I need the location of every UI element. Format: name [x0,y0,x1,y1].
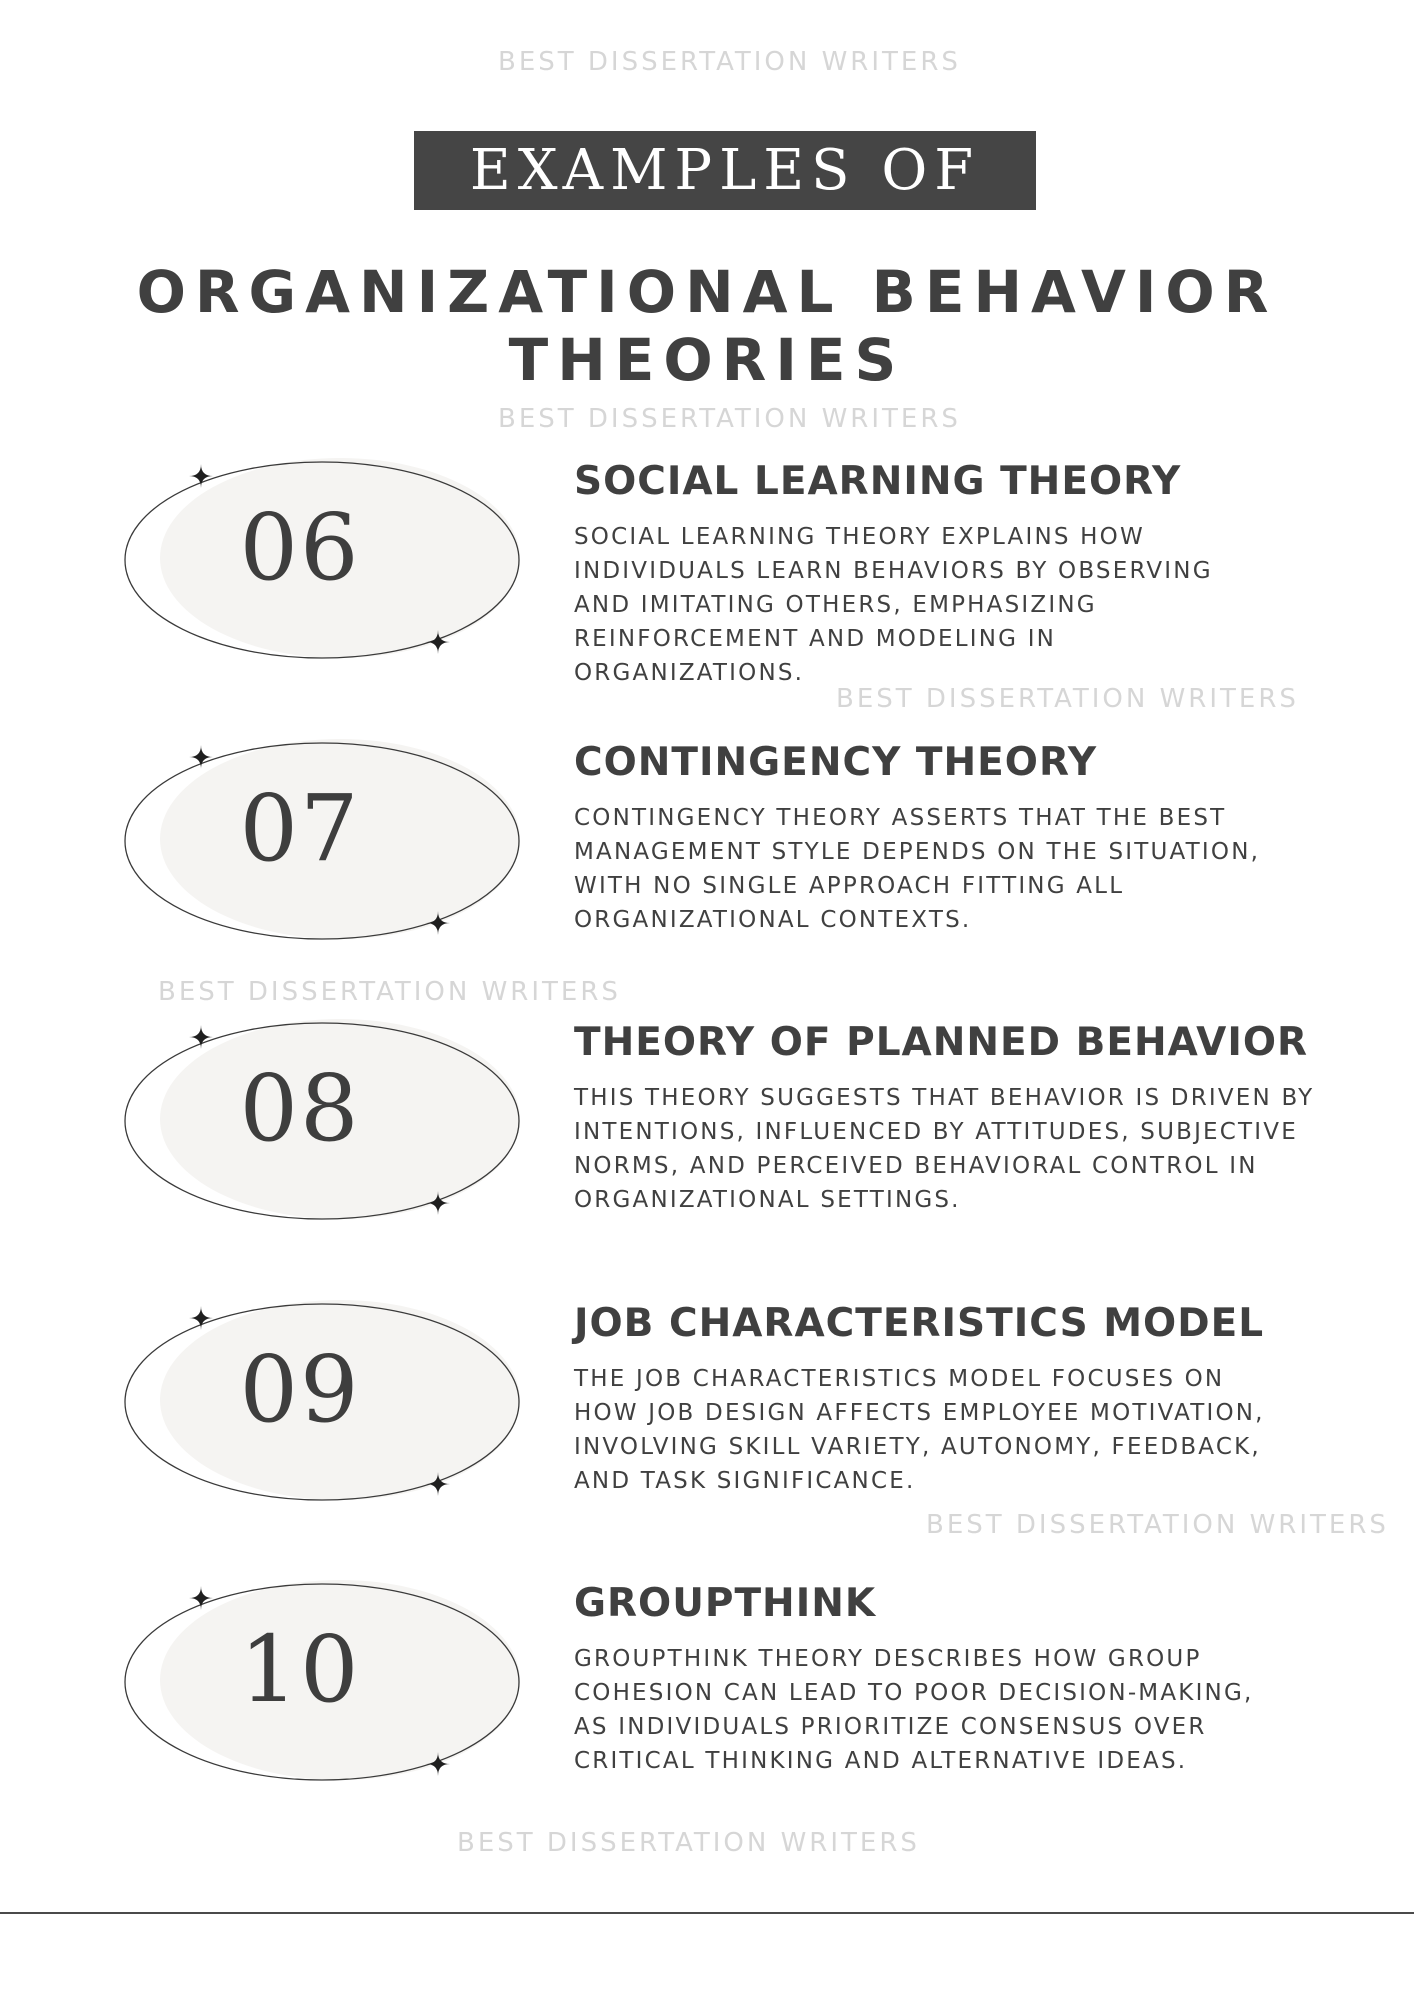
sparkle-icon [189,464,213,488]
theory-item [0,1572,1414,1812]
theory-item [0,731,1414,971]
number-badge [120,1011,530,1241]
number-badge [120,1572,530,1802]
theory-description [574,801,1374,937]
number-badge [120,450,530,680]
sparkle-icon [189,1306,213,1330]
theory-description [574,1642,1374,1778]
theory-heading: GROUPTHINK [574,1581,877,1626]
theory-item [0,450,1414,690]
description-line: INDIVIDUALS LEARN BEHAVIORS BY OBSERVING [574,558,1213,584]
theory-item [0,1011,1414,1251]
theory-heading: JOB CHARACTERISTICS MODEL [574,1301,1265,1346]
page-title [0,258,1414,394]
theory-heading: SOCIAL LEARNING THEORY [574,459,1182,504]
page-title-line-1: ORGANIZATIONAL BEHAVIOR [136,258,1278,326]
description-line: INVOLVING SKILL VARIETY, AUTONOMY, FEEDBACK, [574,1434,1261,1460]
theory-number: 06 [239,494,361,601]
description-line: COHESION CAN LEAD TO POOR DECISION-MAKING, [574,1680,1254,1706]
watermark: BEST DISSERTATION WRITERS [836,684,1299,714]
theory-number: 07 [239,775,361,882]
theory-number: 09 [239,1336,361,1443]
description-line: HOW JOB DESIGN AFFECTS EMPLOYEE MOTIVATION, [574,1400,1265,1426]
theory-description [574,520,1374,690]
description-line: INTENTIONS, INFLUENCED BY ATTITUDES, SUBJECTIVE [574,1119,1298,1145]
title-banner [414,131,1036,210]
description-line: THIS THEORY SUGGESTS THAT BEHAVIOR IS DRIVEN BY [574,1085,1315,1111]
description-line: WITH NO SINGLE APPROACH FITTING ALL [574,873,1125,899]
description-line: ORGANIZATIONS. [574,660,805,686]
theory-heading: THEORY OF PLANNED BEHAVIOR [574,1020,1309,1065]
bottom-divider [0,1912,1414,1914]
description-line: GROUPTHINK THEORY DESCRIBES HOW GROUP [574,1646,1202,1672]
number-badge [120,1292,530,1522]
description-line: AND IMITATING OTHERS, EMPHASIZING [574,592,1097,618]
watermark: BEST DISSERTATION WRITERS [926,1510,1389,1540]
page-title-line-2: THEORIES [508,326,906,394]
theory-description [574,1362,1374,1498]
theory-description [574,1081,1374,1217]
description-line: CRITICAL THINKING AND ALTERNATIVE IDEAS. [574,1748,1188,1774]
theory-number: 08 [239,1055,361,1162]
sparkle-icon [189,1025,213,1049]
theory-heading: CONTINGENCY THEORY [574,740,1098,785]
description-line: REINFORCEMENT AND MODELING IN [574,626,1057,652]
watermark: BEST DISSERTATION WRITERS [158,977,621,1007]
description-line: AS INDIVIDUALS PRIORITIZE CONSENSUS OVER [574,1714,1207,1740]
description-line: MANAGEMENT STYLE DEPENDS ON THE SITUATION, [574,839,1261,865]
description-line: ORGANIZATIONAL SETTINGS. [574,1187,961,1213]
sparkle-icon [189,745,213,769]
watermark: BEST DISSERTATION WRITERS [457,1828,920,1858]
theory-number: 10 [239,1616,361,1723]
description-line: AND TASK SIGNIFICANCE. [574,1468,916,1494]
theory-item [0,1292,1414,1532]
description-line: ORGANIZATIONAL CONTEXTS. [574,907,972,933]
description-line: CONTINGENCY THEORY ASSERTS THAT THE BEST [574,805,1227,831]
description-line: NORMS, AND PERCEIVED BEHAVIORAL CONTROL IN [574,1153,1258,1179]
sparkle-icon [189,1586,213,1610]
description-line: SOCIAL LEARNING THEORY EXPLAINS HOW [574,524,1145,550]
watermark: BEST DISSERTATION WRITERS [498,47,961,77]
description-line: THE JOB CHARACTERISTICS MODEL FOCUSES ON [574,1366,1225,1392]
banner-title: EXAMPLES OF [469,137,981,203]
number-badge [120,731,530,961]
watermark: BEST DISSERTATION WRITERS [498,404,961,434]
